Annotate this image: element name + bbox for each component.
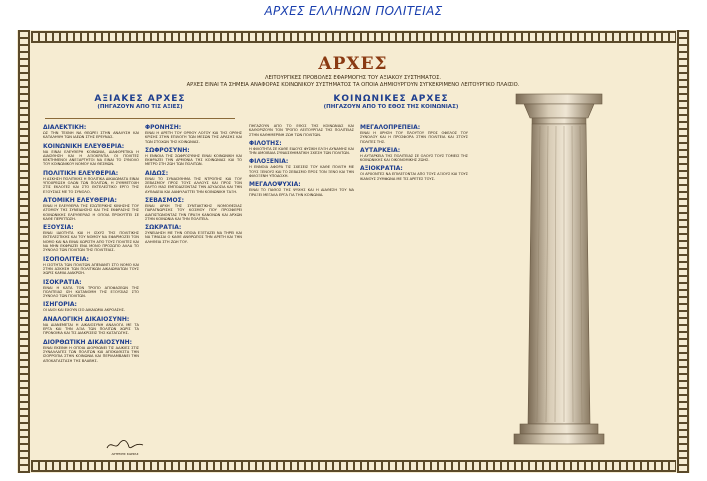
text-section bbox=[43, 224, 139, 252]
doric-column-image bbox=[478, 86, 638, 456]
left-heading-subtitle: (ΠΗΓΑΖΟΥΝ ΑΠΟ ΤΙΣ ΑΞΙΕΣ) bbox=[97, 104, 183, 110]
section-title: ΑΞΙΟΚΡΑΤΙΑ: bbox=[360, 165, 403, 173]
section-title: ΙΣΟΚΡΑΤΙΑ: bbox=[43, 278, 82, 286]
text-column-3 bbox=[249, 124, 354, 449]
signature-image bbox=[105, 438, 145, 452]
section-text: ΕΙΝΑΙ ΕΚΕΙΝΗ Η ΟΠΟΙΑ ΔΙΟΡΘΩΝΕΙ ΤΙΣ ΑΔΙΚΙΕΣ ΣΤΙΣ ΣΥΝΑΛΛΑΓΕΣ ΤΩΝ ΠΟΛΙΤΩΝ ΚΑΙ ΑΠΟΚΑΘΙΣΤΑ ΤΗΝ ΙΣΟΡΡΟΠΙΑ ΣΤΗΝ ΚΟΙΝΩΝΙΑ ΚΑΙ ΠΕΡΙΛΑΜΒΑΝΕΙ ΤΗΝ ΑΠΟΚΑΤΑΣΤΑΣΗ ΤΗΣ ΒΛΑΒΗΣ. bbox=[43, 345, 139, 363]
section-title: ΦΙΛΟΞΕΝΙΑ: bbox=[249, 158, 289, 166]
section-title: ΦΙΛΟΤΗΣ: bbox=[249, 139, 282, 147]
text-section bbox=[249, 140, 354, 156]
section-text: ΕΙΝΑΙ Η ΚΑΤΑ ΤΟΝ ΤΡΟΠΟ ΑΠΟΦΑΣΕΩΝ ΤΗΣ ΠΟΛΙΤΕΙΑΣ ΙΣΗ ΚΑΤΑΝΟΜΗ ΤΗΣ ΕΞΟΥΣΙΑΣ ΣΤΟ ΣΥΝΟΛΟ ΤΩΝ ΠΟΛΙΤΩΝ. bbox=[43, 285, 139, 299]
section-text: ΕΙΝΑΙ Η ΧΡΗΣΗ ΤΟΥ ΠΛΟΥΤΟΥ ΠΡΟΣ ΟΦΕΛΟΣ ΤΟΥ ΣΥΝΟΛΟΥ ΚΑΙ Η ΠΡΟΣΦΟΡΑ ΣΤΗΝ ΠΟΛΙΤΕΙΑ ΚΑΙ ΣΤΟΥΣ ΠΟΛΙΤΕΣ ΤΗΣ. bbox=[360, 131, 468, 144]
section-text: ΟΙ ΑΡΧΟΝΤΕΣ ΝΑ ΕΠΙΛΕΓΟΝΤΑΙ ΑΠΟ ΤΟΥΣ ΑΞΙΟΥΣ ΚΑΙ ΤΟΥΣ ΙΚΑΝΟΥΣ ΣΥΜΦΩΝΑ ΜΕ ΤΙΣ ΑΡΕΤΕΣ ΤΟΥΣ. bbox=[360, 172, 468, 181]
text-section bbox=[43, 197, 139, 221]
text-section bbox=[360, 124, 468, 144]
text-section bbox=[360, 147, 468, 163]
left-heading-rule bbox=[45, 118, 235, 119]
left-heading-title: ΑΞΙΑΚΕΣ ΑΡΧΕΣ bbox=[94, 94, 186, 104]
text-section bbox=[43, 279, 139, 299]
text-section bbox=[43, 143, 139, 167]
text-section bbox=[249, 158, 354, 178]
section-text: ΕΙΝΑΙ ΤΟ ΣΥΝΑΙΣΘΗΜΑ ΤΗΣ ΝΤΡΟΠΗΣ ΚΑΙ ΤΟΥ ΣΕΒΑΣΜΟΥ ΠΡΟΣ ΤΟΥΣ ΑΛΛΟΥΣ ΚΑΙ ΠΡΟΣ ΤΟΝ ΕΑΥΤΟ ΜΑΣ ΕΜΠΟΔΙΖΟΝΤΑΣ ΤΗΝ ΑΣΥΔΟΣΙΑ ΚΑΙ ΤΗΝ ΑΥΘΑΔΕΙΑ ΚΑΙ ΔΙΑΦΥΛΑΤΤΕΙ ΤΗΝ ΚΟΙΝΩΝΙΚΗ ΤΑΞΗ. bbox=[145, 176, 242, 194]
text-section bbox=[249, 124, 354, 137]
section-title: ΣΩΚΡΑΤΙΑ: bbox=[145, 224, 182, 232]
text-section bbox=[249, 181, 354, 197]
column-abacus bbox=[516, 94, 602, 104]
section-title: ΑΙΔΩΣ: bbox=[145, 169, 169, 177]
column-neck bbox=[532, 118, 586, 124]
section-text: Η ΑΥΤΑΡΚΕΙΑ ΤΗΣ ΠΟΛΙΤΕΙΑΣ ΣΕ ΟΛΟΥΣ ΤΟΥΣ ΤΟΜΕΙΣ ΤΗΣ ΚΟΙΝΩΝΙΚΗΣ ΚΑΙ ΟΙΚΟΝΟΜΙΚΗΣ ΖΩΗΣ. bbox=[360, 153, 468, 163]
text-section bbox=[145, 147, 242, 167]
text-section bbox=[145, 197, 242, 221]
poster-content bbox=[33, 46, 674, 457]
text-column-2 bbox=[145, 124, 242, 449]
text-section bbox=[145, 124, 242, 144]
section-title: ΙΣΟΠΟΛΙΤΕΙΑ: bbox=[43, 255, 89, 263]
signature-caption: ΑΡΤΕΜΗΣ ΣΩΡΡΑΣ bbox=[111, 452, 139, 456]
section-text: ΕΙΝΑΙ Η ΑΡΕΤΗ ΤΟΥ ΟΡΘΟΥ ΛΟΓΟΥ ΚΑΙ ΤΗΣ ΟΡΘΗΣ ΚΡΙΣΗΣ ΣΤΗΝ ΕΠΙΛΟΓΗ ΤΩΝ ΜΕΣΩΝ ΤΗΣ ΔΡΑΣΗΣ ΚΑΙ ΤΩΝ ΣΤΟΧΩΝ ΤΗΣ ΚΟΙΝΩΝΙΑΣ. bbox=[145, 131, 242, 144]
section-title: ΑΤΟΜΙΚΗ ΕΛΕΥΘΕΡΙΑ: bbox=[43, 196, 117, 204]
poster-subtitle-2: ΑΡΧΕΣ ΕΙΝΑΙ ΤΑ ΣΗΜΕΙΑ ΑΝΑΦΟΡΑΣ ΚΟΙΝΩΝΙΚΟΥ ΣΥΣΤΗΜΑΤΟΣ ΤΑ ΟΠΟΙΑ ΔΗΜΙΟΥΡΓΟΥΝ ΣΥΓΚΕΚΡΙΜΕΝΟ ΛΕΙΤΟΥΡΓΙΚΟ ΠΛΑΙΣΙΟ. bbox=[186, 82, 520, 88]
section-text: Η ΙΣΟΤΗΤΑ ΤΩΝ ΠΟΛΙΤΩΝ ΑΠΕΝΑΝΤΙ ΣΤΟ ΝΟΜΟ ΚΑΙ ΣΤΗΝ ΑΣΚΗΣΗ ΤΩΝ ΠΟΛΙΤΙΚΩΝ ΔΙΚΑΙΩΜΑΤΩΝ ΤΟΥΣ ΧΩΡΙΣ ΚΑΜΙΑ ΔΙΑΚΡΙΣΗ. bbox=[43, 262, 139, 276]
column-plinth bbox=[514, 434, 604, 444]
section-text: ΟΙ ΙΔΙΟΙ ΚΑΙ ΕΧΟΥΝ ΙΣΟ ΔΙΚΑΙΩΜΑ ΑΚΡΟΑΣΗΣ. bbox=[43, 308, 126, 313]
text-section bbox=[43, 124, 139, 140]
section-text: ΝΑ ΔΙΑΝΕΜΕΤΑΙ Η ΔΙΚΑΙΟΣΥΝΗ ΑΝΑΛΟΓΑ ΜΕ ΤΑ ΕΡΓΑ ΚΑΙ ΤΗΝ ΑΞΙΑ ΤΩΝ ΠΟΛΙΤΩΝ ΧΩΡΙΣ ΤΑ ΠΡΟΝΟΜΙΑ ΚΑΙ ΤΙΣ ΔΙΑΚΡΙΣΕΙΣ ΤΗΣ ΚΑΤΑΓΩΓΗΣ. bbox=[43, 322, 139, 336]
text-section bbox=[43, 339, 139, 363]
section-title: ΑΥΤΑΡΚΕΙΑ: bbox=[360, 146, 401, 154]
section-title: ΣΩΦΡΟΣΥΝΗ: bbox=[145, 146, 190, 154]
text-section bbox=[145, 224, 242, 244]
text-section bbox=[43, 316, 139, 336]
section-title: ΜΕΓΑΛΟΨΥΧΙΑ: bbox=[249, 181, 301, 189]
section-text: ΕΙΝΑΙ ΤΟ ΠΑΘΟΣ ΤΗΣ ΨΥΧΗΣ ΚΑΙ Η ΔΙΑΘΕΣΗ ΤΟΥ ΝΑ ΠΡΑΞΕΙ ΜΕΓΑΛΑ ΕΡΓΑ ΓΙΑ ΤΗΝ ΚΟΙΝΩΝΙΑ. bbox=[249, 188, 354, 197]
section-text: ΕΙΝΑΙ ΑΡΧΗ ΤΗΣ ΣΥΝΤΑΚΤΙΚΗΣ ΝΟΜΟΘΕΣΙΑΣ ΠΑΡΑΓΝΩΡΙΣΗΣ ΤΟΥ ΚΟΣΜΟΥ ΠΟΥ ΠΡΟΣΦΕΡΕΙ ΔΙΑΠΙΣΤΩΝΟΝΤΑΣ ΤΗΝ ΠΡΑΞΗ ΚΑΝΟΝΩΝ ΚΑΙ ΑΡΧΩΝ ΣΤΗΝ ΚΟΙΝΩΝΙΑ ΚΑΙ ΤΗΝ ΠΟΛΙΤΕΙΑ. bbox=[145, 203, 242, 221]
column-base bbox=[520, 424, 598, 434]
text-column-4 bbox=[360, 124, 468, 449]
text-section bbox=[43, 170, 139, 194]
section-title: ΚΟΙΝΩΝΙΚΗ ΕΛΕΥΘΕΡΙΑ: bbox=[43, 142, 125, 150]
section-text: Η ΕΝΝΟΙΑ ΑΦΟΡΑ ΤΙΣ ΣΧΕΣΕΙΣ ΤΟΥ ΚΑΘΕ ΠΟΛΙΤΗ ΜΕ ΤΟΥΣ ΞΕΝΟΥΣ ΚΑΙ ΤΟ ΣΕΒΑΣΜΟ ΠΡΟΣ ΤΟΝ ΞΕΝΟ ΚΑΙ ΤΗΝ ΦΙΛΟΞΕΝΗ ΥΠΟΔΟΧΗ. bbox=[249, 165, 354, 179]
section-text: Η ΕΝΝΟΙΑ ΤΗΣ ΣΩΦΡΟΣΥΝΗΣ ΕΙΝΑΙ ΚΟΙΝΩΝΙΚΗ ΚΑΙ ΕΚΦΡΑΖΕΙ ΤΗΝ ΑΡΜΟΝΙΑ ΤΗΣ ΚΟΙΝΩΝΙΑΣ ΚΑΙ ΤΟ ΜΕΤΡΟ ΣΤΗ ΖΩΗ ΤΩΝ ΠΟΛΙΤΩΝ. bbox=[145, 153, 242, 167]
poster-heading: ΑΡΧΕΣ bbox=[318, 54, 388, 74]
section-text: ΣΥΝΕΙΔΗΣΗ ΜΕ ΤΗΝ ΟΠΟΙΑ ΕΞΕΤΑΖΕΙ ΝΑ ΤΗΡΕΙ ΚΑΙ ΝΑ ΤΙΜΑΣΑΙ Ο ΚΑΘΕ ΑΝΘΡΩΠΟΣ ΤΗΝ ΑΡΕΤΗ ΚΑΙ ΤΗΝ ΑΛΗΘΕΙΑ ΣΤΗ ΖΩΗ ΤΟΥ. bbox=[145, 231, 242, 244]
section-title: ΕΞΟΥΣΙΑ: bbox=[43, 224, 74, 232]
section-text: ΕΙΝΑΙ ΙΔΙΟΤΗΤΑ ΚΑΙ Η ΙΣΧΥΣ ΤΗΣ ΠΟΛΙΤΙΚΗΣ ΕΚΤΕΛΕΣΤΙΚΗΣ ΚΑΙ ΤΟΥ ΝΟΜΟΥ ΝΑ ΕΦΑΡΜΟΖΕΙ ΤΟΝ ΝΟΜΟ ΚΑΙ ΝΑ ΕΙΝΑΙ ΧΩΡΙΣΤΗ ΑΠΟ ΤΟΥΣ ΠΟΛΙΤΕΣ ΚΑΙ ΝΑ ΜΗΝ ΕΚΦΡΑΖΕΙ ΕΝΑ ΜΟΝΟ ΠΡΟΣΩΠΟ ΑΛΛΑ ΤΟ ΣΥΝΟΛΟ ΤΩΝ ΠΟΛΙΤΩΝ ΤΗΣ ΠΟΛΙΤΕΙΑΣ. bbox=[43, 231, 139, 253]
section-title: ΠΟΛΙΤΙΚΗ ΕΛΕΥΘΕΡΙΑ: bbox=[43, 169, 119, 177]
section-title: ΣΕΒΑΣΜΟΣ: bbox=[145, 196, 185, 204]
section-title: ΜΕΓΑΛΟΠΡΕΠΕΙΑ: bbox=[360, 124, 421, 131]
column-capital bbox=[524, 104, 594, 118]
section-title: ΦΡΟΝΗΣΗ: bbox=[145, 124, 182, 131]
section-text: ΩΣ ΤΗΝ ΤΕΧΝΗ ΝΑ ΘΕΩΡΕΙ ΣΤΗΝ ΑΝΑΛΥΣΗ ΚΑΙ ΚΑΤΑΛΗΨΗ ΤΩΝ ΙΔΕΩΝ ΣΤΗΣ ΕΡΕΥΝΑΣ. bbox=[43, 131, 139, 140]
poster-subtitle-1: ΛΕΙΤΟΥΡΓΙΚΕΣ ΠΡΟΒΟΛΕΣ ΕΦΑΡΜΟΓΗΣ ΤΟΥ ΑΞΙΑΚΟΥ ΣΥΣΤΗΜΑΤΟΣ. bbox=[264, 75, 442, 81]
meander-border-left bbox=[17, 30, 31, 473]
section-title: ΔΙΑΛΕΚΤΙΚΗ: bbox=[43, 124, 87, 131]
meander-border-bottom bbox=[17, 459, 690, 473]
left-column-heading bbox=[45, 94, 235, 110]
text-section bbox=[43, 256, 139, 276]
text-section bbox=[145, 170, 242, 194]
section-text: ΠΗΓΑΖΟΥΝ ΑΠΟ ΤΟ ΕΘΟΣ ΤΗΣ ΚΟΙΝΩΝΙΑΣ ΚΑΙ ΚΑΘΟΡΙΖΟΥΝ ΤΟΝ ΤΡΟΠΟ ΛΕΙΤΟΥΡΓΙΑΣ ΤΗΣ ΠΟΛΙΤΕΙΑΣ ΣΤΗΝ ΚΑΘΗΜΕΡΙΝΗ ΖΩΗ ΤΩΝ ΠΟΛΙΤΩΝ. bbox=[249, 124, 354, 137]
section-title: ΔΙΟΡΘΩΤΙΚΗ ΔΙΚΑΙΟΣΥΝΗ: bbox=[43, 338, 133, 346]
page-title: ΑΡΧΕΣ ΕΛΛΗΝΩΝ ΠΟΛΙΤΕΙΑΣ bbox=[264, 4, 443, 18]
section-title: ΑΝΑΛΟΓΙΚΗ ΔΙΚΑΙΟΣΥΝΗ: bbox=[43, 315, 130, 323]
section-text: Η ΑΣΚΗΣΗ ΠΟΛΙΤΙΚΗΣ Η ΠΟΛΙΤΙΚΑ ΔΙΚΑΙΩΜΑΤΑ ΕΙΝΑΙ ΥΠΟΧΡΕΩΣΗ ΟΛΩΝ ΤΩΝ ΠΟΛΙΤΩΝ, Η ΣΥΜΜΕΤΟΧΗ ΣΤΙΣ ΕΚΛΟΓΕΣ ΚΑΙ ΣΤΟ ΕΚΤΕΛΕΣΤΙΚΟ ΕΡΓΟ ΤΗΣ ΕΞΟΥΣΙΑΣ ΜΕ ΤΟ ΣΥΝΟΛΟ. bbox=[43, 176, 139, 194]
meander-border-top bbox=[17, 30, 690, 44]
right-heading-subtitle: (ΠΗΓΑΖΟΥΝ ΑΠΟ ΤΟ ΕΘΟΣ ΤΗΣ ΚΟΙΝΩΝΙΑΣ) bbox=[323, 104, 459, 110]
text-section bbox=[43, 301, 139, 312]
section-title: ΙΣΗΓΟΡΙΑ: bbox=[43, 301, 77, 309]
section-text: ΝΑ ΕΙΝΑΙ ΕΛΕΥΘΕΡΗ ΚΟΙΝΩΝΙΑ, ΔΙΑΦΟΡΕΤΙΚΑ Η ΔΙΑΙΣΘΗΣΗ ΚΑΙ Η ΑΞΙΟΚΡΑΤΙΑ ΟΙ ΠΟΛΙΤΕΣ ΚΕΚΤΗΜΕΝΟΙ ΑΝΕΞΑΡΤΗΤΟΙ ΝΑ ΕΙΝΑΙ ΤΟ ΣΥΝΟΛΟ ΤΟΥ ΚΟΙΝΩΝΙΚΟΥ ΝΟΜΟΥ ΚΑΙ ΘΕΣΜΩΝ. bbox=[43, 149, 139, 167]
section-text: ΕΙΝΑΙ Η ΕΛΕΥΘΕΡΙΑ ΤΗΣ ΕΣΩΤΕΡΙΚΗΣ ΚΙΝΗΣΗΣ ΤΟΥ ΑΤΟΜΟΥ ΤΗΣ ΣΥΝΕΙΔΗΣΗΣ ΚΑΙ ΤΗΣ ΕΚΦΡΑΣΗΣ ΤΗΣ ΚΟΙΝΩΝΙΚΗΣ ΕΛΕΥΘΕΡΙΑΣ Η ΟΠΟΙΑ ΠΡΟΚΥΠΤΕΙ ΣΕ ΚΑΘΕ ΠΕΡΙΠΤΩΣΗ. bbox=[43, 203, 139, 221]
right-heading-title: ΚΟΙΝΩΝΙΚΕΣ ΑΡΧΕΣ bbox=[333, 94, 449, 104]
section-text: Η ΦΙΛΟΤΗΤΑ ΣΕ ΚΑΘΕ ΕΙΔΟΥΣ ΦΥΣΙΚΗ ΕΛΞΗ ΔΥΝΑΜΗΣ ΚΑΙ ΤΗΝ ΑΜΟΙΒΑΙΑ ΣΥΝΑΙΣΘΗΜΑΤΙΚΗ ΣΧΕΣΗ ΤΩΝ ΠΟΛΙΤΩΝ. bbox=[249, 146, 354, 156]
poster bbox=[17, 30, 690, 473]
text-section bbox=[360, 165, 468, 181]
text-column-1 bbox=[43, 124, 139, 449]
meander-border-right bbox=[676, 30, 690, 473]
